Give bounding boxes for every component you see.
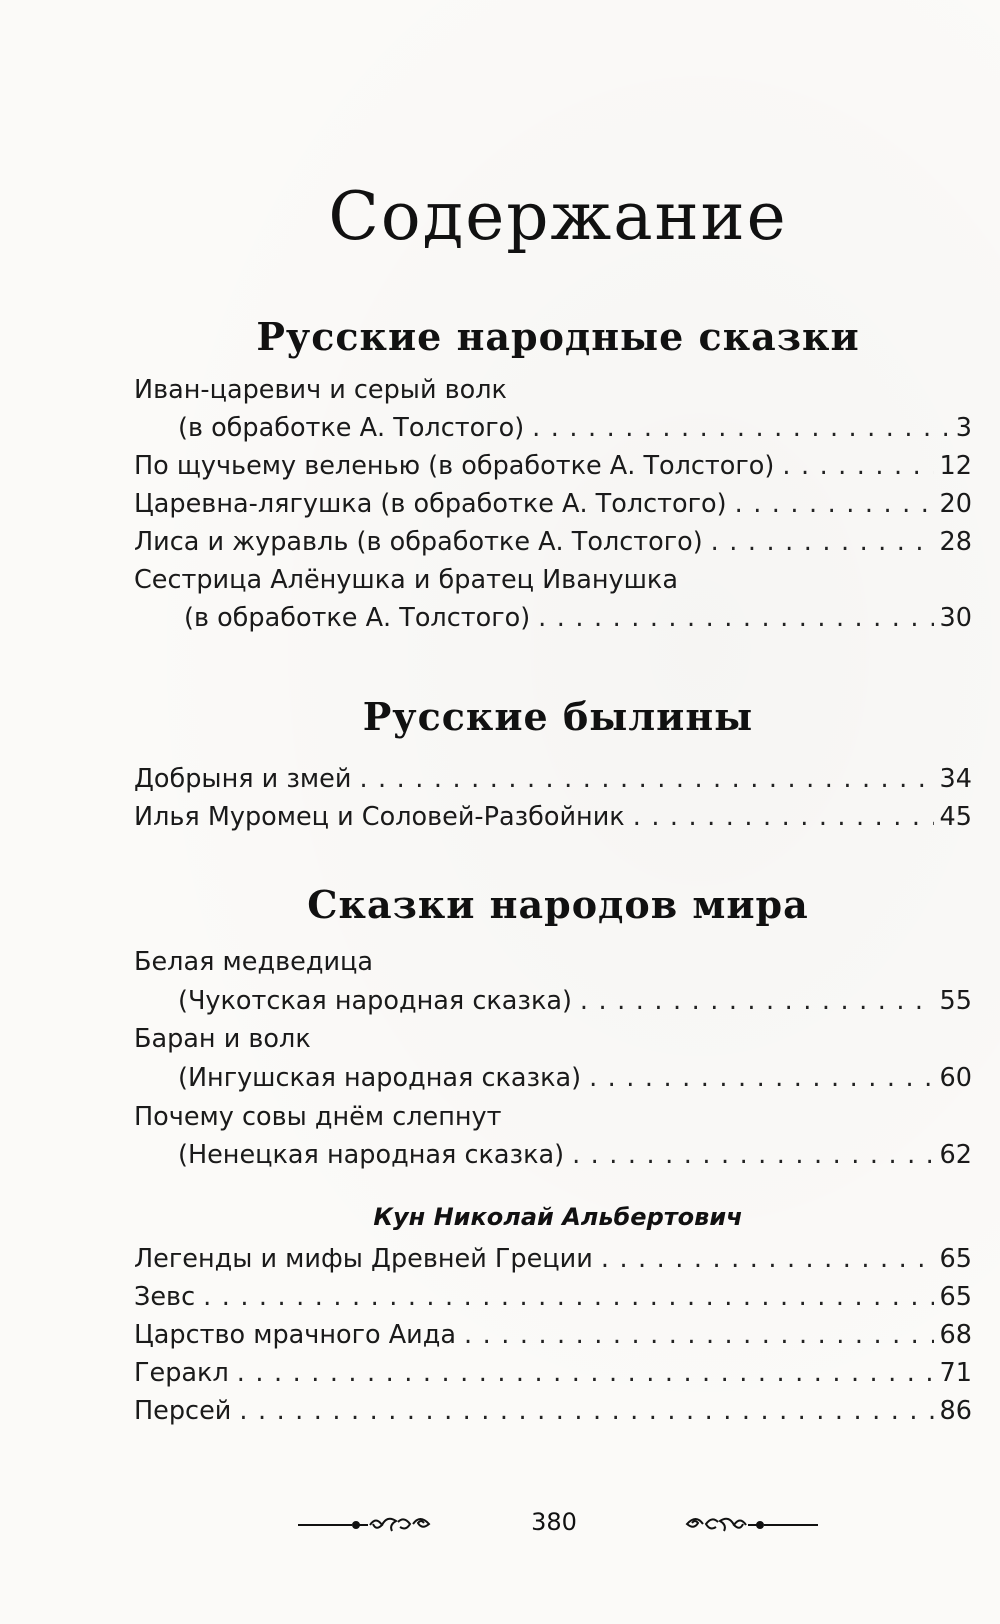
toc-entry-title: Царство мрачного Аида — [134, 1320, 456, 1350]
toc-entry-title: По щучьему веленью (в обработке А. Толстого) — [134, 451, 775, 481]
toc-entry[interactable] — [134, 372, 972, 408]
toc-entry-subtitle: (в обработке А. Толстого) — [178, 413, 525, 443]
leader-dots — [580, 983, 934, 1019]
toc-entry[interactable] — [134, 1099, 972, 1135]
toc-entry-title: Геракл — [134, 1358, 229, 1388]
toc-entry[interactable] — [134, 799, 972, 835]
leader-dots — [782, 448, 933, 484]
leader-dots — [359, 761, 933, 797]
toc-entry-page: 45 — [939, 802, 972, 832]
toc-entry-title: Лиса и журавль (в обработке А. Толстого) — [134, 527, 703, 557]
leader-dots — [633, 799, 934, 835]
toc-entry-title: Легенды и мифы Древней Греции — [134, 1244, 593, 1274]
page-footer — [0, 1500, 1000, 1540]
toc-entry[interactable] — [134, 1355, 972, 1391]
toc-entry[interactable] — [134, 1393, 972, 1429]
leader-dots — [239, 1393, 933, 1429]
ornament-flourish-icon — [687, 1519, 818, 1531]
toc-entry-page: 30 — [939, 603, 972, 633]
toc-entry-page: 71 — [939, 1358, 972, 1388]
toc-entry[interactable] — [134, 1241, 972, 1277]
toc-entry[interactable] — [134, 524, 972, 560]
leader-dots — [601, 1241, 934, 1277]
toc-entry-title: Иван-царевич и серый волк — [134, 375, 507, 405]
toc-entry-continuation[interactable] — [178, 1060, 972, 1096]
toc-entry-title: Персей — [134, 1396, 232, 1426]
page-number: 380 — [531, 1508, 577, 1536]
page-title: Содержание — [328, 178, 788, 255]
leader-dots — [711, 524, 934, 560]
toc-entry-page: 12 — [939, 451, 972, 481]
ornament-flourish-icon — [298, 1519, 429, 1531]
toc-entry-page: 65 — [939, 1244, 972, 1274]
footer-ornaments — [0, 1500, 1000, 1540]
section-title-russian-tales: Русские народные сказки — [256, 314, 860, 359]
toc-entry-page: 34 — [939, 764, 972, 794]
toc-entry-page: 68 — [939, 1320, 972, 1350]
leader-dots — [735, 486, 934, 522]
toc-entry-page: 28 — [939, 527, 972, 557]
toc-entry-page: 20 — [939, 489, 972, 519]
leader-dots — [203, 1279, 933, 1315]
toc-entry[interactable] — [134, 761, 972, 797]
toc-entry-page: 86 — [939, 1396, 972, 1426]
toc-entry-subtitle: (в обработке А. Толстого) — [184, 603, 531, 633]
toc-entry-continuation[interactable] — [178, 1137, 972, 1173]
toc-entry[interactable] — [134, 562, 972, 598]
leader-dots — [532, 410, 950, 446]
author-heading: Кун Николай Альбертович — [373, 1203, 743, 1231]
toc-entry-continuation[interactable] — [184, 600, 972, 636]
toc-entry-page: 62 — [939, 1140, 972, 1170]
leader-dots — [237, 1355, 934, 1391]
toc-entry-title: Илья Муромец и Соловей-Разбойник — [134, 802, 625, 832]
toc-entry[interactable] — [134, 448, 972, 484]
section-title-world-tales: Сказки народов мира — [307, 882, 809, 927]
toc-entry-page: 60 — [939, 1063, 972, 1093]
toc-entry-page: 55 — [939, 986, 972, 1016]
toc-entry-title: Почему совы днём слепнут — [134, 1102, 502, 1132]
toc-entry[interactable] — [134, 1317, 972, 1353]
leader-dots — [538, 600, 933, 636]
toc-entry-continuation[interactable] — [178, 410, 972, 446]
toc-entry[interactable] — [134, 486, 972, 522]
toc-entry-title: Сестрица Алёнушка и братец Иванушка — [134, 565, 678, 595]
section-title-russian-bylinas: Русские былины — [362, 694, 754, 739]
toc-entry-page: 3 — [955, 413, 972, 443]
toc-entry[interactable] — [134, 944, 972, 980]
toc-entry-title: Баран и волк — [134, 1024, 311, 1054]
toc-entry-subtitle: (Чукотская народная сказка) — [178, 986, 572, 1016]
toc-entry-continuation[interactable] — [178, 983, 972, 1019]
toc-entry[interactable] — [134, 1021, 972, 1057]
toc-entry-title: Добрыня и змей — [134, 764, 352, 794]
toc-entry[interactable] — [134, 1279, 972, 1315]
toc-entry-subtitle: (Ненецкая народная сказка) — [178, 1140, 565, 1170]
leader-dots — [572, 1137, 933, 1173]
toc-entry-title: Царевна-лягушка (в обработке А. Толстого) — [134, 489, 727, 519]
toc-entry-title: Зевс — [134, 1282, 196, 1312]
toc-entry-subtitle: (Ингушская народная сказка) — [178, 1063, 582, 1093]
leader-dots — [589, 1060, 933, 1096]
toc-entry-title: Белая медведица — [134, 947, 374, 977]
leader-dots — [464, 1317, 934, 1353]
toc-entry-page: 65 — [939, 1282, 972, 1312]
